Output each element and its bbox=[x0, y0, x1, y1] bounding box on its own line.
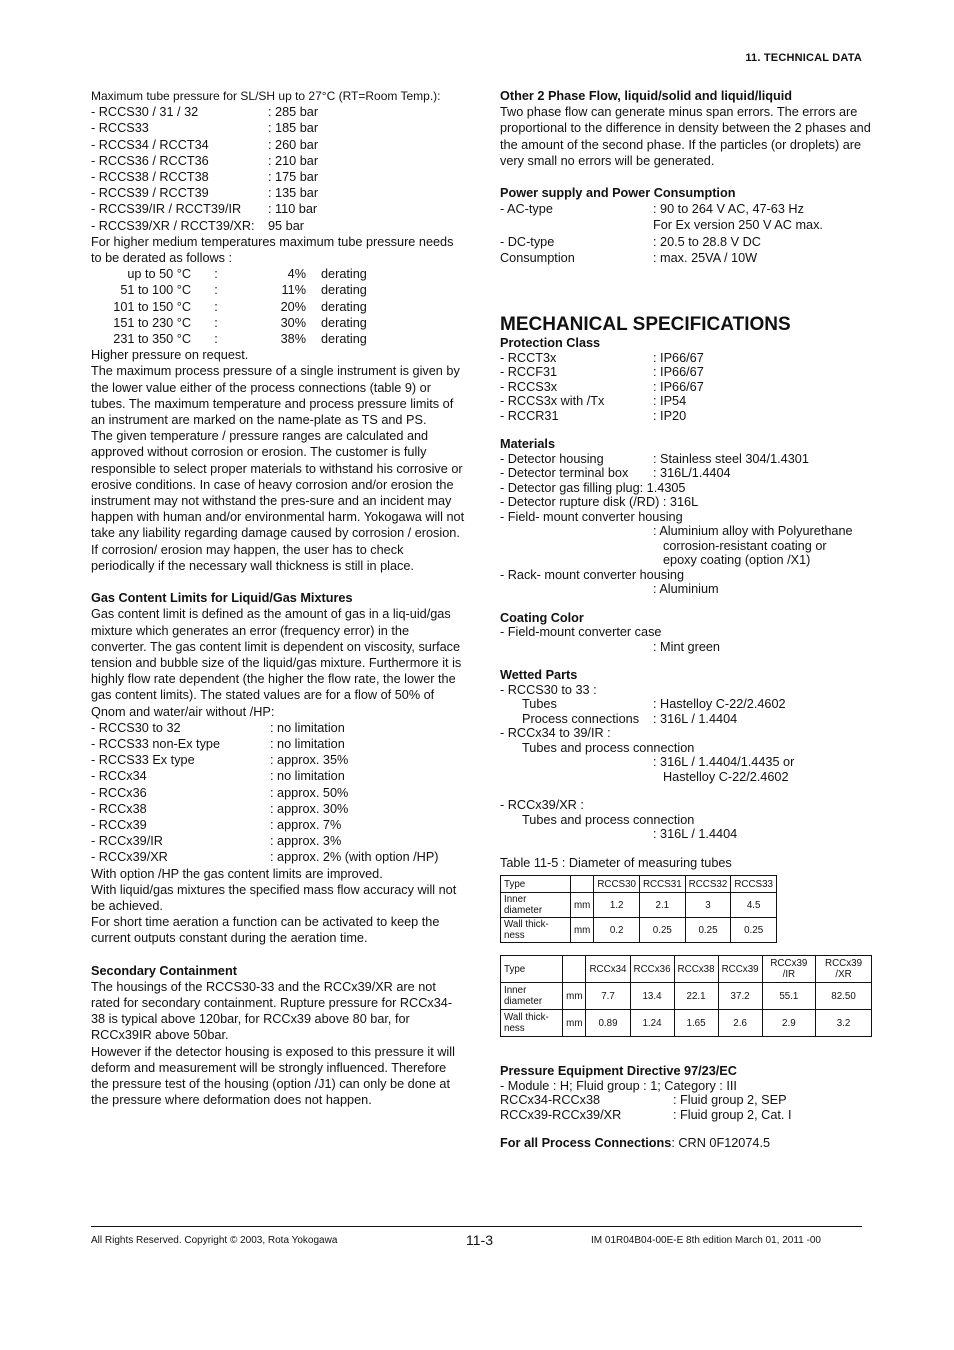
power-label: - DC-type bbox=[500, 234, 555, 249]
power-value: : 90 to 264 V AC, 47-63 Hz bbox=[653, 202, 804, 217]
protection-label: - RCCT3x bbox=[500, 350, 557, 365]
two-phase-paragraph: Two phase flow can generate minus span errors. The errors are proportional to the difference in density between the 2 phases and the amount of the second phase. If the particles (or droplets) are very small no errors will be generated. bbox=[500, 105, 871, 168]
table-cell: 0.89 bbox=[586, 1010, 630, 1037]
protection-value: : IP66/67 bbox=[653, 365, 704, 380]
wetted-line: - RCCS30 to 33 : bbox=[500, 682, 597, 697]
aeration-note: For short time aeration a function can be activated to keep the current outputs constant during the aeration time. bbox=[91, 915, 440, 946]
table-header-row bbox=[501, 876, 777, 893]
pressure-label: - RCCS34 / RCCT34 bbox=[91, 137, 209, 152]
pressure-value: : 210 bar bbox=[268, 153, 319, 168]
protection-label: - RCCR31 bbox=[500, 408, 559, 423]
footer-document-id: IM 01R04B04-00E-E 8th edition March 01, 2011 -00 bbox=[591, 1235, 821, 1246]
gas-limit-value: : no limitation bbox=[270, 769, 345, 784]
material-row bbox=[500, 452, 875, 467]
tube-diameter-table-1 bbox=[500, 875, 777, 943]
coating-line: : Mint green bbox=[653, 639, 720, 654]
derating-list bbox=[91, 266, 466, 347]
derating-range: 151 to 230 °C bbox=[113, 315, 191, 330]
table-header-row bbox=[501, 956, 872, 983]
wetted-tubes-value: : Hastelloy C-22/2.4602 bbox=[653, 697, 786, 712]
table-header-cell: RCCx38 bbox=[674, 956, 718, 983]
materials-line: epoxy coating (option /X1) bbox=[663, 553, 811, 568]
table-row bbox=[501, 893, 777, 918]
table-cell: 0.2 bbox=[594, 918, 640, 943]
power-label: Consumption bbox=[500, 250, 575, 265]
coating-color-title: Coating Color bbox=[500, 610, 584, 625]
materials-line: : Aluminium bbox=[653, 582, 719, 597]
footer-divider bbox=[91, 1226, 862, 1227]
gas-limit-label: - RCCx38 bbox=[91, 801, 147, 816]
table-cell: 13.4 bbox=[630, 983, 674, 1010]
protection-row bbox=[500, 351, 875, 366]
pressure-row bbox=[91, 185, 466, 201]
corrosion-paragraph: The given temperature / pressure ranges are calculated and approved without corrosion or erosion. The customer is fully responsible to select proper materials to withstand his corrosive or erosive conditions. In case of heavy corrosion and/or erosion the instrument may not withstand the pres-sure and an incident may happen with human and/or environmental harm. Yokogawa will not take any liability regarding damage caused by corrosion / erosion. If corrosion/ erosion may happen, the user has to check periodically if the necessary wall thickness is still in place. bbox=[91, 429, 465, 573]
derating-colon: : bbox=[214, 283, 218, 298]
derating-colon: : bbox=[214, 299, 218, 314]
page-number: 11-3 bbox=[466, 1232, 493, 1248]
derating-range: 51 to 100 °C bbox=[120, 283, 191, 298]
power-row bbox=[500, 201, 875, 217]
wetted-line: : 316L / 1.4404 bbox=[653, 827, 738, 842]
materials-line: - Rack- mount converter housing bbox=[500, 567, 685, 582]
material-value: : 316L/1.4404 bbox=[653, 466, 731, 481]
wetted-line: - RCCx34 to 39/IR : bbox=[500, 726, 611, 741]
gas-limit-label: - RCCS33 Ex type bbox=[91, 753, 195, 768]
table-header-cell: RCCx39 bbox=[718, 956, 762, 983]
gas-limit-row bbox=[91, 817, 466, 833]
power-label: - AC-type bbox=[500, 202, 553, 217]
tube-diameter-table-2 bbox=[500, 955, 872, 1037]
pressure-list bbox=[91, 104, 466, 234]
table-cell: 3 bbox=[685, 893, 731, 918]
material-value: : Stainless steel 304/1.4301 bbox=[653, 451, 809, 466]
ped-row bbox=[500, 1093, 875, 1108]
pressure-label: - RCCS38 / RCCT38 bbox=[91, 170, 209, 185]
wetted-process-label: Process connections bbox=[522, 711, 640, 726]
derating-colon: : bbox=[214, 315, 218, 330]
ped-value: : Fluid group 2, SEP bbox=[673, 1093, 787, 1108]
protection-row bbox=[500, 394, 875, 409]
derating-range: 231 to 350 °C bbox=[113, 332, 191, 347]
pressure-value: : 285 bar bbox=[268, 105, 319, 120]
pressure-row bbox=[91, 104, 466, 120]
table-cell: 1.24 bbox=[630, 1010, 674, 1037]
crn-label: For all Process Connections bbox=[500, 1136, 672, 1151]
table-cell: mm bbox=[570, 918, 593, 943]
table-cell: 1.2 bbox=[594, 893, 640, 918]
footer-copyright: All Rights Reserved. Copyright © 2003, Rota Yokogawa bbox=[91, 1235, 338, 1246]
materials-line: corrosion-resistant coating or bbox=[663, 538, 827, 553]
derating-row bbox=[91, 266, 466, 282]
two-phase-title: Other 2 Phase Flow, liquid/solid and liquid/liquid bbox=[500, 89, 793, 103]
gas-limit-value: : no limitation bbox=[270, 736, 345, 751]
gas-limit-row bbox=[91, 849, 466, 865]
protection-row bbox=[500, 380, 875, 395]
power-list bbox=[500, 201, 875, 266]
table-header-cell: RCCS31 bbox=[639, 876, 685, 893]
wetted-line: Tubes and process connection bbox=[522, 740, 695, 755]
material-row bbox=[500, 466, 875, 481]
higher-pressure-note: Higher pressure on request. bbox=[91, 348, 249, 363]
pressure-value: : 135 bar bbox=[268, 186, 319, 201]
pressure-label: - RCCS33 bbox=[91, 121, 149, 136]
derating-colon: : bbox=[214, 332, 218, 347]
right-column bbox=[500, 88, 875, 1151]
material-label: - Detector housing bbox=[500, 451, 604, 466]
gas-limit-label: - RCCS33 non-Ex type bbox=[91, 736, 221, 751]
crn-value: : CRN 0F12074.5 bbox=[671, 1136, 771, 1151]
protection-value: : IP66/67 bbox=[653, 379, 704, 394]
table-header-cell: RCCx39 /IR bbox=[762, 956, 816, 983]
gas-limit-label: - RCCS30 to 32 bbox=[91, 720, 181, 735]
gas-limit-label: - RCCx36 bbox=[91, 785, 147, 800]
pressure-value: : 110 bar bbox=[268, 202, 318, 217]
derating-range: up to 50 °C bbox=[127, 267, 191, 282]
gas-hp-note: With option /HP the gas content limits are improved. bbox=[91, 866, 383, 881]
derating-row bbox=[91, 331, 466, 347]
protection-class-title: Protection Class bbox=[500, 336, 601, 351]
table-row bbox=[501, 918, 777, 943]
power-value: : max. 25VA / 10W bbox=[653, 250, 758, 265]
table-cell: 0.25 bbox=[685, 918, 731, 943]
power-value: For Ex version 250 V AC max. bbox=[653, 218, 823, 233]
gas-limit-value: : approx. 30% bbox=[270, 801, 349, 816]
power-row bbox=[500, 234, 875, 250]
table-header-cell bbox=[570, 876, 593, 893]
gas-limit-row bbox=[91, 785, 466, 801]
derating-percent: 38% bbox=[280, 332, 306, 347]
protection-value: : IP20 bbox=[653, 408, 687, 423]
material-label: - Detector terminal box bbox=[500, 466, 629, 481]
gas-limit-row bbox=[91, 801, 466, 817]
gas-limit-label: - RCCx39 bbox=[91, 817, 147, 832]
table-cell: 82.50 bbox=[816, 983, 872, 1010]
pressure-label: - RCCS39 / RCCT39 bbox=[91, 186, 209, 201]
pressure-label: - RCCS30 / 31 / 32 bbox=[91, 105, 199, 120]
gas-limit-label: - RCCx34 bbox=[91, 769, 147, 784]
pressure-row bbox=[91, 153, 466, 169]
table-cell: 22.1 bbox=[674, 983, 718, 1010]
derating-range: 101 to 150 °C bbox=[113, 299, 191, 314]
table-header-cell bbox=[563, 956, 586, 983]
derating-intro: For higher medium temperatures maximum tube pressure needs to be derated as follows : bbox=[91, 234, 454, 266]
table-cell: 4.5 bbox=[731, 893, 777, 918]
materials-line: - Detector rupture disk (/RD) : 316L bbox=[500, 495, 699, 510]
materials-line: - Field- mount converter housing bbox=[500, 509, 683, 524]
table-header-cell: RCCS33 bbox=[731, 876, 777, 893]
table-header-cell: Type bbox=[501, 956, 563, 983]
table-header-cell: Type bbox=[501, 876, 571, 893]
table-cell: 7.7 bbox=[586, 983, 630, 1010]
table-cell: 1.65 bbox=[674, 1010, 718, 1037]
pressure-row bbox=[91, 201, 466, 217]
pressure-row bbox=[91, 137, 466, 153]
derating-colon: : bbox=[214, 267, 218, 282]
wetted-line: Tubes and process connection bbox=[522, 812, 695, 827]
wetted-parts-title: Wetted Parts bbox=[500, 668, 578, 683]
table-caption: Table 11-5 : Diameter of measuring tubes bbox=[500, 855, 732, 870]
gas-limit-row bbox=[91, 720, 466, 736]
gas-limit-value: : no limitation bbox=[270, 720, 345, 735]
materials-title: Materials bbox=[500, 437, 556, 452]
materials-line: : Aluminium alloy with Polyurethane bbox=[653, 524, 853, 539]
wetted-tubes-label: Tubes bbox=[522, 697, 557, 712]
pressure-value: : 260 bar bbox=[268, 137, 319, 152]
wetted-line: Hastelloy C-22/2.4602 bbox=[663, 769, 789, 784]
gas-accuracy-note: With liquid/gas mixtures the specified mass flow accuracy will not be achieved. bbox=[91, 882, 457, 913]
power-label bbox=[500, 217, 653, 233]
gas-limit-value: : approx. 3% bbox=[270, 834, 342, 849]
pressure-value: 95 bar bbox=[268, 218, 304, 233]
housing-exposure-paragraph: However if the detector housing is exposed to this pressure it will deform and measurement will be strongly influenced. Therefore the pressure test of the housing (option /J1) can only be done at the pressure where deformation does not happen. bbox=[91, 1044, 455, 1108]
ped-value: : Fluid group 2, Cat. I bbox=[673, 1107, 792, 1122]
coating-line: - Field-mount converter case bbox=[500, 625, 662, 640]
protection-label: - RCCS3x bbox=[500, 379, 558, 394]
table-cell: 0.25 bbox=[639, 918, 685, 943]
table-header-cell: RCCS32 bbox=[685, 876, 731, 893]
gas-limit-row bbox=[91, 768, 466, 784]
table-header-cell: RCCx34 bbox=[586, 956, 630, 983]
pressure-row bbox=[91, 218, 466, 234]
materials-list bbox=[500, 452, 875, 481]
pressure-label: - RCCS36 / RCCT36 bbox=[91, 153, 209, 168]
table-cell: 0.25 bbox=[731, 918, 777, 943]
protection-value: : IP66/67 bbox=[653, 350, 704, 365]
gas-limit-value: : approx. 50% bbox=[270, 785, 349, 800]
gas-limit-row bbox=[91, 752, 466, 768]
protection-row bbox=[500, 409, 875, 424]
pressure-value: : 175 bar bbox=[268, 170, 319, 185]
ped-label: RCCx39-RCCx39/XR bbox=[500, 1107, 622, 1122]
gas-limit-row bbox=[91, 736, 466, 752]
ped-row bbox=[500, 1108, 875, 1123]
table-cell: 3.2 bbox=[816, 1010, 872, 1037]
wetted-line: - RCCx39/XR : bbox=[500, 798, 584, 813]
pressure-intro: Maximum tube pressure for SL/SH up to 27°C (RT=Room Temp.): bbox=[91, 89, 441, 103]
secondary-containment-title: Secondary Containment bbox=[91, 963, 237, 978]
power-title: Power supply and Power Consumption bbox=[500, 186, 736, 201]
derating-percent: 30% bbox=[280, 315, 306, 330]
table-cell: 2.6 bbox=[718, 1010, 762, 1037]
table-cell: Wall thick-ness bbox=[501, 918, 571, 943]
table-header-cell: RCCx36 bbox=[630, 956, 674, 983]
protection-class-list bbox=[500, 351, 875, 424]
power-value: : 20.5 to 28.8 V DC bbox=[653, 234, 761, 249]
protection-value: : IP54 bbox=[653, 394, 687, 409]
power-row bbox=[500, 250, 875, 266]
wetted-line: : 316L / 1.4404/1.4435 or bbox=[653, 755, 795, 770]
ped-label: RCCx34-RCCx38 bbox=[500, 1093, 601, 1108]
protection-label: - RCCF31 bbox=[500, 365, 558, 380]
table-row bbox=[501, 1010, 872, 1037]
gas-limit-label: - RCCx39/IR bbox=[91, 834, 163, 849]
derating-percent: 11% bbox=[281, 283, 306, 298]
table-cell: mm bbox=[570, 893, 593, 918]
derating-label: derating bbox=[321, 267, 367, 282]
gas-limit-list bbox=[91, 720, 466, 866]
table-cell: Inner diameter bbox=[501, 893, 571, 918]
gas-content-title: Gas Content Limits for Liquid/Gas Mixtures bbox=[91, 591, 353, 606]
table-cell: Wall thick-ness bbox=[501, 1010, 563, 1037]
derating-row bbox=[91, 299, 466, 315]
table-cell: Inner diameter bbox=[501, 983, 563, 1010]
pressure-row bbox=[91, 169, 466, 185]
gas-limit-value: : approx. 7% bbox=[270, 817, 342, 832]
pressure-label: - RCCS39/IR / RCCT39/IR bbox=[91, 202, 242, 217]
section-header: 11. TECHNICAL DATA bbox=[745, 52, 862, 64]
ped-title: Pressure Equipment Directive 97/23/EC bbox=[500, 1064, 737, 1079]
table-cell: mm bbox=[563, 1010, 586, 1037]
protection-row bbox=[500, 365, 875, 380]
pressure-label: - RCCS39/XR / RCCT39/XR: bbox=[91, 218, 255, 233]
power-row bbox=[500, 217, 875, 233]
derating-row bbox=[91, 282, 466, 298]
max-pressure-paragraph: The maximum process pressure of a single instrument is given by the lower value either of the process connections (table 9) or tubes. The maximum temperature and process pressure limits of an instrument are marked on the name-plate as TS and PS. bbox=[91, 364, 460, 428]
table-header-cell: RCCS30 bbox=[594, 876, 640, 893]
pressure-row bbox=[91, 120, 466, 136]
derating-label: derating bbox=[321, 315, 367, 330]
protection-label: - RCCS3x with /Tx bbox=[500, 394, 605, 409]
derating-row bbox=[91, 315, 466, 331]
pressure-value: : 185 bar bbox=[268, 121, 319, 136]
gas-limit-value: : approx. 35% bbox=[270, 753, 349, 768]
derating-percent: 20% bbox=[280, 299, 306, 314]
table-cell: 55.1 bbox=[762, 983, 816, 1010]
derating-label: derating bbox=[321, 332, 367, 347]
derating-percent: 4% bbox=[287, 267, 306, 282]
gas-limit-value: : approx. 2% (with option /HP) bbox=[270, 850, 439, 865]
ped-line: - Module : H; Fluid group : 1; Category : III bbox=[500, 1078, 737, 1093]
gas-limit-row bbox=[91, 833, 466, 849]
secondary-containment-paragraph: The housings of the RCCS30-33 and the RCCx39/XR are not rated for secondary containment. Rupture pressure for RCCx34-38 is typical above 120bar, for RCCx39 above 80 bar, for RCCx39IR above 50bar. bbox=[91, 979, 453, 1043]
left-column bbox=[91, 88, 466, 1108]
table-cell: 2.1 bbox=[639, 893, 685, 918]
derating-label: derating bbox=[321, 299, 367, 314]
table-cell: 2.9 bbox=[762, 1010, 816, 1037]
ped-list bbox=[500, 1093, 875, 1122]
table-header-cell: RCCx39 /XR bbox=[816, 956, 872, 983]
table-cell: mm bbox=[563, 983, 586, 1010]
mechanical-specifications-title: MECHANICAL SPECIFICATIONS bbox=[500, 314, 791, 336]
gas-limit-label: - RCCx39/XR bbox=[91, 850, 168, 865]
wetted-process-value: : 316L / 1.4404 bbox=[653, 711, 738, 726]
derating-label: derating bbox=[321, 283, 367, 298]
materials-line: - Detector gas filling plug: 1.4305 bbox=[500, 480, 686, 495]
gas-content-paragraph: Gas content limit is defined as the amount of gas in a liq-uid/gas mixture which generates an error (frequency error) in the converter. The gas content limit is dependent on viscosity, surface tension and bubble size of the liquid/gas mixture. Furthermore it is highly flow rate dependent (the higher the flow rate, the lower the gas content limits). The stated values are for a flow of 50% of Qnom and water/air without /HP: bbox=[91, 607, 462, 719]
table-cell: 37.2 bbox=[718, 983, 762, 1010]
table-row bbox=[501, 983, 872, 1010]
